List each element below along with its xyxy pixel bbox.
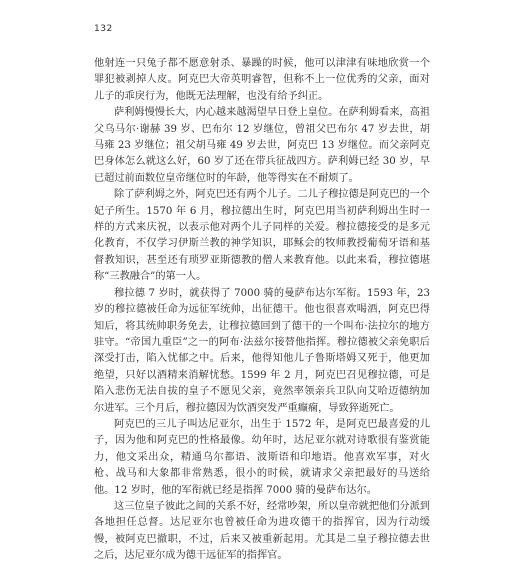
paragraph-5: 阿克巴的三儿子叫达尼亚尔，出生于 1572 年，是阿克巴最喜爱的儿子，因为他和阿克巴的性格最像。幼年时，达尼亚尔就对诗歌很有鉴赏能力，他文采出众，精通乌尔都语、波斯语和印地语。他喜欢军事，对火枪、战马和大象都非常熟悉，很小的时候，就请求父亲把最好的马送给他。12 岁时，他的军衔就已经是指挥 7000 骑的曼萨布达尔。 <box>94 418 430 496</box>
paragraph-6: 这三位皇子彼此之间的关系不好，经常吵架，所以皇帝就把他们分派到各地担任总督。达尼亚尔也曾被任命为进攻德干的指挥官，因为行动缓慢，被阿克巴撤职，不过，后来又被重新起用。尤其是二皇子穆拉德去世之后，达尼亚尔成为德干远征军的指挥官。 <box>94 500 430 562</box>
paragraph-4: 穆拉德 7 岁时，就获得了 7000 骑的曼萨布达尔军衔。1593 年，23 岁的穆拉德被任命为远征军统帅，出征德干。他也很喜欢喝酒，阿克巴得知后，将其统帅职务免去，让穆拉德回到了德干的一个叫布·法拉尔的地方驻守。“帝国九重臣”之一的阿布·法兹尔接替他指挥。穆拉德被父亲免职后深受打击，陷入忧郁之中。后来，他得知他儿子鲁斯塔姆又死于，他更加绝望，只好以酒精来消解忧愁。1599 年 2 月，阿克巴召见穆拉德，可是陷入悲伤无法自拔的皇子不愿见父亲，竟然率领亲兵卫队向艾哈迈德纳加尔进军。三个月后，穆拉德因为饮酒突发严重癫痫，导致猝逝死亡。 <box>94 287 430 414</box>
paragraph-3: 除了萨利姆之外，阿克巴还有两个儿子。二儿子穆拉德是阿克巴的一个妃子所生。1570 年 6 月，穆拉德出生时，阿克巴用当初萨利姆出生时一样的方式来庆祝，以表示他对两个儿子同样的关爱。穆拉德接受的是多元化教育，不仅学习伊斯兰教的神学知识，耶稣会的牧师教授葡萄牙语和基督教知识，甚至还有琐罗亚斯德教的僧人来教育他。以此来看，穆拉德堪称“三教融合”的第一人。 <box>94 189 430 283</box>
paragraph-1: 他射连一只兔子都不愿意射杀、暴躁的时候，他可以津津有味地欣赏一个罪犯被剥掉人皮。阿克巴大帝英明睿智，但称不上一位优秀的父亲，面对儿子的乖戾行为，他既无法理解，也没有给予纠正。 <box>94 58 430 102</box>
page-number: 132 <box>94 24 113 34</box>
body-text <box>94 56 430 565</box>
paragraph-2: 萨利姆慢慢长大，内心越来越渴望早日登上皇位。在萨利姆看来，高祖父乌马尔·谢赫 39 岁、巴布尔 12 岁继位，曾祖父巴布尔 47 岁去世，胡马雍 23 岁继位；祖父胡马雍 49 岁去世，阿克巴 13 岁继位。而父亲阿克巴身体怎么就这么好，60 岁了还在带兵征战四方。萨利姆已经 30 岁，早已超过前面数位皇帝继位时的年龄，他等得实在不耐烦了。 <box>94 107 430 184</box>
